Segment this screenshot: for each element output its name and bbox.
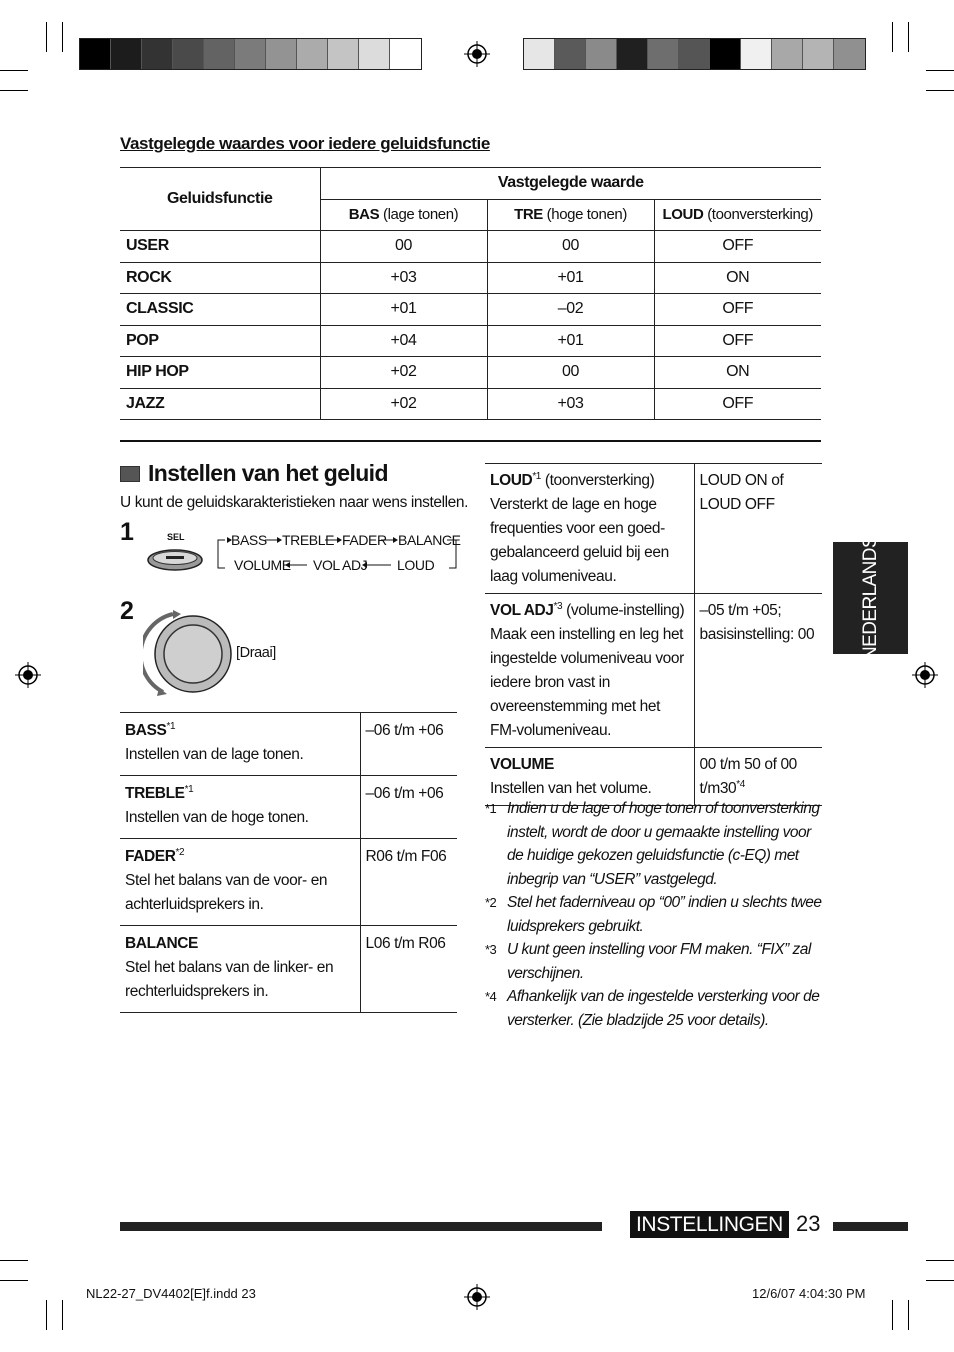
step-number-1: 1: [120, 518, 134, 546]
color-swatch: [359, 39, 390, 69]
cell-loud: ON: [654, 262, 821, 294]
slug-date: 12/6/07 4:04:30 PM: [752, 1286, 866, 1301]
cell-bas: +02: [320, 388, 487, 420]
setting-value: R06 t/m F06: [360, 839, 457, 926]
setting-value: –05 t/m +05; basisinstelling: 00: [694, 594, 822, 748]
color-swatch: [111, 39, 142, 69]
left-settings-table: [120, 712, 457, 1013]
language-side-tab: [833, 536, 908, 660]
crop-mark: [926, 70, 954, 71]
intro-text: U kunt de geluidskarakteristieken naar wens instellen.: [120, 494, 469, 511]
crop-mark: [926, 1260, 954, 1261]
registration-mark-icon: [912, 662, 938, 688]
color-swatch: [741, 39, 772, 69]
setting-value: –06 t/m +06: [360, 776, 457, 839]
section-title: Vastgelegde waardes voor iedere geluidsfunctie: [120, 134, 490, 153]
footnote-text: Afhankelijk van de ingestelde versterking voor de versterker. (Zie bladzijde 25 voor details).: [507, 988, 820, 1029]
setting-cell: LOUD$^{*1}$ (toonversterking) Versterkt de lage en hoge frequenties voor een goed-gebalanceerd geluid bij een laag volumeniveau.: [485, 464, 694, 594]
crop-mark: [908, 22, 909, 52]
table-row: [485, 464, 822, 594]
color-swatch: [524, 39, 555, 69]
cell-loud: OFF: [654, 231, 821, 263]
cell-loud: OFF: [654, 388, 821, 420]
footnote: [485, 985, 825, 1032]
table-row: [485, 594, 822, 748]
cell-tre: 00: [487, 231, 654, 263]
crop-mark: [892, 22, 893, 52]
table-row: [120, 926, 457, 1013]
color-swatch: [328, 39, 359, 69]
cell-tre: –02: [487, 294, 654, 326]
crop-mark: [46, 1300, 47, 1330]
row-name: POP: [120, 325, 320, 357]
setting-cell: BALANCE Stel het balans van de linker- en rechterluidsprekers in.: [120, 926, 360, 1013]
flow-volume: VOLUME: [234, 557, 291, 573]
color-swatch: [617, 39, 648, 69]
column-header-bas: BAS (lage tonen): [320, 199, 487, 231]
column-header-group: Vastgelegde waarde: [320, 168, 821, 200]
section-heading: [120, 460, 388, 487]
registration-mark-icon: [464, 1284, 490, 1310]
slug-file: NL22-27_DV4402[E]f.indd 23: [86, 1286, 256, 1301]
row-name: CLASSIC: [120, 294, 320, 326]
color-swatch: [803, 39, 834, 69]
column-header-loud: LOUD (toonversterking): [654, 199, 821, 231]
color-swatch: [710, 39, 741, 69]
color-swatch: [834, 39, 865, 69]
color-swatch: [555, 39, 586, 69]
cell-tre: +01: [487, 325, 654, 357]
color-swatch: [648, 39, 679, 69]
color-swatch: [80, 39, 111, 69]
table-row: [120, 357, 821, 389]
cell-bas: +01: [320, 294, 487, 326]
crop-mark: [892, 1300, 893, 1330]
cell-bas: +02: [320, 357, 487, 389]
sound-function-cycle-diagram: [215, 530, 460, 578]
table-row: [120, 388, 821, 420]
registration-mark-icon: [15, 662, 41, 688]
setting-value: LOUD ON of LOUD OFF: [694, 464, 822, 594]
preset-values-table: [120, 167, 821, 420]
cell-tre: +03: [487, 388, 654, 420]
footnote-marker: *1: [485, 801, 497, 816]
setting-value: –06 t/m +06: [360, 713, 457, 776]
page-number: 23: [796, 1211, 821, 1236]
color-calibration-strip-left: [79, 38, 422, 70]
setting-cell: VOLUME Instellen van het volume.: [485, 748, 694, 806]
flow-vol-adj: VOL ADJ: [313, 557, 368, 573]
footer-bar: [120, 1222, 602, 1231]
crop-mark: [46, 22, 47, 52]
color-calibration-strip-right: [523, 38, 866, 70]
footnote-marker: *3: [485, 942, 497, 957]
crop-mark: [908, 1300, 909, 1330]
footer-section-label: INSTELLINGEN: [630, 1211, 789, 1238]
footnote: [485, 938, 825, 985]
footnote-text: Indien u de lage of hoge tonen of toonversterking instelt, wordt de door u gemaakte instelling voor de huidige gekozen geluidsfunctie (c-EQ) met inbegrip van “USER” vastgelegd.: [507, 800, 820, 888]
footnote-text: Stel het faderniveau op “00” indien u slechts twee luidsprekers gebruikt.: [507, 894, 822, 935]
crop-mark: [0, 1280, 28, 1281]
color-swatch: [142, 39, 173, 69]
crop-mark: [0, 90, 28, 91]
flow-balance: BALANCE: [398, 532, 461, 548]
control-dial-icon: [143, 608, 235, 700]
setting-value: 00 t/m 50 of 00 t/m30$^{*4}$: [694, 748, 822, 806]
table-row: [120, 231, 821, 263]
turn-label: [Draai]: [236, 645, 276, 661]
column-header-tre: TRE (hoge tonen): [487, 199, 654, 231]
table-row: [120, 294, 821, 326]
sel-label: SEL: [167, 532, 185, 542]
table-row: [120, 776, 457, 839]
row-name: JAZZ: [120, 388, 320, 420]
footnote-marker: *4: [485, 989, 497, 1004]
cell-bas: +03: [320, 262, 487, 294]
color-swatch: [235, 39, 266, 69]
crop-mark: [62, 1300, 63, 1330]
table-row: [120, 262, 821, 294]
setting-cell: BASS$^{*1}$ Instellen van de lage tonen.: [120, 713, 360, 776]
footnotes: [485, 797, 825, 1032]
crop-mark: [926, 90, 954, 91]
footnote-text: U kunt geen instelling voor FM maken. “FIX” zal verschijnen.: [507, 941, 811, 982]
table-row: [120, 839, 457, 926]
color-swatch: [297, 39, 328, 69]
crop-mark: [926, 1280, 954, 1281]
color-swatch: [204, 39, 235, 69]
section-divider: [120, 440, 821, 442]
table-row: [120, 713, 457, 776]
row-name: ROCK: [120, 262, 320, 294]
color-swatch: [772, 39, 803, 69]
cell-tre: 00: [487, 357, 654, 389]
crop-mark: [0, 1260, 28, 1261]
footer-bar: [833, 1222, 908, 1231]
setting-value: L06 t/m R06: [360, 926, 457, 1013]
heading-square-icon: [120, 466, 140, 482]
cell-loud: OFF: [654, 325, 821, 357]
flow-loud: LOUD: [397, 557, 435, 573]
color-swatch: [679, 39, 710, 69]
flow-treble: TREBLE: [282, 532, 335, 548]
column-header-function: Geluidsfunctie: [120, 168, 320, 231]
setting-cell: VOL ADJ$^{*3}$ (volume-instelling) Maak een instelling en leg het ingestelde volumeniveau voor iedere bron vast in overeenstemming met het FM-volumeniveau.: [485, 594, 694, 748]
cell-tre: +01: [487, 262, 654, 294]
step-number-2: 2: [120, 597, 134, 625]
flow-bass: BASS: [231, 532, 267, 548]
heading-text: Instellen van het geluid: [148, 460, 388, 486]
cell-loud: ON: [654, 357, 821, 389]
cell-bas: +04: [320, 325, 487, 357]
color-swatch: [586, 39, 617, 69]
row-name: HIP HOP: [120, 357, 320, 389]
registration-mark-icon: [464, 41, 490, 67]
color-swatch: [173, 39, 204, 69]
color-swatch: [390, 39, 421, 69]
table-row: [120, 325, 821, 357]
crop-mark: [62, 22, 63, 52]
setting-cell: TREBLE$^{*1}$ Instellen van de hoge tonen.: [120, 776, 360, 839]
cell-bas: 00: [320, 231, 487, 263]
right-settings-table: [485, 463, 822, 806]
footnote-marker: *2: [485, 895, 497, 910]
cell-loud: OFF: [654, 294, 821, 326]
crop-mark: [0, 70, 28, 71]
flow-fader: FADER: [342, 532, 387, 548]
color-swatch: [266, 39, 297, 69]
footnote: [485, 797, 825, 891]
language-label: NEDERLANDS: [859, 536, 881, 660]
setting-cell: FADER$^{*2}$ Stel het balans van de voor- en achterluidsprekers in.: [120, 839, 360, 926]
footnote: [485, 891, 825, 938]
row-name: USER: [120, 231, 320, 263]
